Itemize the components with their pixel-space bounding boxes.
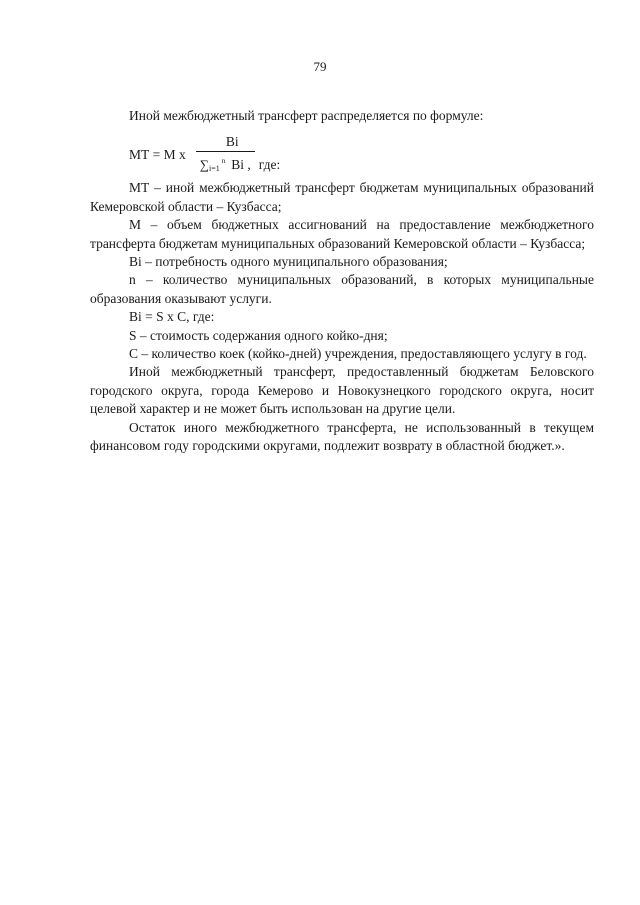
denominator-term: Bi , — [231, 156, 251, 172]
sum-symbol: ∑ — [199, 156, 210, 172]
paragraph-remainder: Остаток иного межбюджетного трансферта, не использованный в текущем финансовом году городскими округами, подлежит возврату в областной бюджет.». — [90, 419, 594, 454]
formula-suffix: где: — [258, 157, 281, 172]
formula-numerator: Bi — [225, 133, 239, 149]
sum-lower-limit: i=1 — [209, 163, 220, 173]
formula-lhs: МТ = М х — [129, 147, 186, 163]
definition-mt: МТ – иной межбюджетный трансферт бюджетам муниципальных образований Кемеровской области – Кузбасса; — [90, 180, 594, 214]
definition-n: n – количество муниципальных образований, в которых муниципальные образования оказывают услуги. — [90, 272, 594, 306]
intro-paragraph: Иной межбюджетный трансферт распределяется по формуле: — [129, 108, 484, 123]
definition-bi: Bi – потребность одного муниципального образования; — [129, 254, 448, 270]
definition-m: М – объем бюджетных ассигнований на предоставление межбюджетного трансферта бюджетам муниципальных образований Кемеровской области – Кузбасса; — [90, 217, 594, 251]
sum-upper-limit: n — [221, 156, 226, 165]
spacer — [90, 125, 594, 135]
definition-s: S – стоимость содержания одного койко-дня; — [129, 327, 388, 343]
formula-bi: Bi = S х С, где: — [129, 309, 215, 325]
formula-fraction — [196, 134, 255, 177]
distribution-formula — [90, 135, 594, 175]
paragraph-purpose: Иной межбюджетный трансферт, предоставленный бюджетам Беловского городского округа, города Кемерово и Новокузнецкого городского округа, носит целевой характер и не может быть использован на другие цели. — [90, 364, 594, 417]
definition-c: С – количество коек (койко-дней) учреждения, предоставляющего услугу в год. — [129, 346, 587, 362]
document-body — [90, 107, 594, 456]
formula-denominator — [196, 151, 255, 177]
page-number: 79 — [313, 59, 327, 74]
